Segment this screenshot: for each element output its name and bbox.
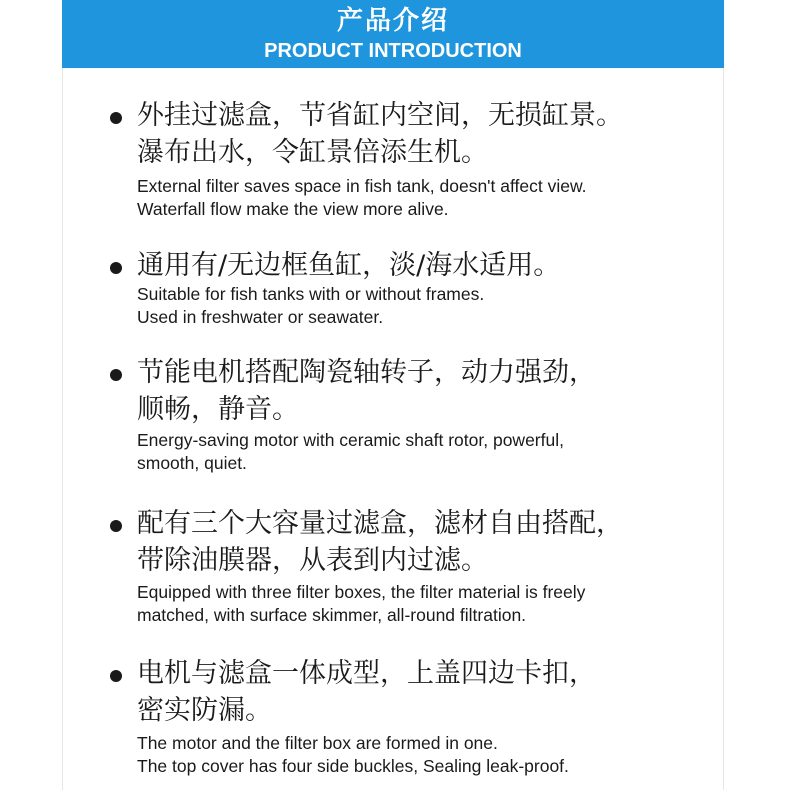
bullet-icon [110, 112, 122, 124]
feature-cn-line: 瀑布出水，令缸景倍添生机。 [137, 137, 488, 168]
feature-en-line: Equipped with three filter boxes, the filter material is freely [137, 582, 586, 602]
feature-en-line: Used in freshwater or seawater. [137, 307, 384, 327]
feature-en-line: External filter saves space in fish tank, doesn't affect view. [137, 176, 587, 196]
feature-cn-line: 通用有/无边框鱼缸，淡/海水适用。 [137, 250, 561, 281]
feature-en-line: smooth, quiet. [137, 453, 247, 473]
bullet-icon [110, 520, 122, 532]
feature-cn-line: 电机与滤盒一体成型，上盖四边卡扣， [137, 658, 596, 689]
feature-en-line: Suitable for fish tanks with or without frames. [137, 284, 485, 304]
feature-en-line: The top cover has four side buckles, Sealing leak-proof. [137, 756, 569, 776]
bullet-icon [110, 262, 122, 274]
header-title-en: PRODUCT INTRODUCTION [264, 40, 522, 62]
header-title-cn: 产品介绍 [336, 6, 449, 36]
feature-en-line: Energy-saving motor with ceramic shaft rotor, powerful, [137, 430, 564, 450]
feature-en-line: Waterfall flow make the view more alive. [137, 199, 449, 219]
header-banner [62, 0, 724, 68]
feature-cn-line: 节能电机搭配陶瓷轴转子，动力强劲， [137, 357, 596, 388]
feature-cn-line: 顺畅，静音。 [137, 394, 299, 425]
right-border-line [723, 68, 724, 790]
bullet-icon [110, 670, 122, 682]
left-border-line [62, 68, 63, 790]
feature-en-line: matched, with surface skimmer, all-round filtration. [137, 605, 527, 625]
feature-cn-line: 配有三个大容量过滤盒，滤材自由搭配， [137, 508, 623, 539]
feature-en-line: The motor and the filter box are formed in one. [137, 733, 498, 753]
bullet-icon [110, 369, 122, 381]
feature-cn-line: 外挂过滤盒，节省缸内空间，无损缸景。 [137, 100, 623, 131]
feature-cn-line: 密实防漏。 [137, 695, 272, 726]
feature-cn-line: 带除油膜器，从表到内过滤。 [137, 545, 488, 576]
